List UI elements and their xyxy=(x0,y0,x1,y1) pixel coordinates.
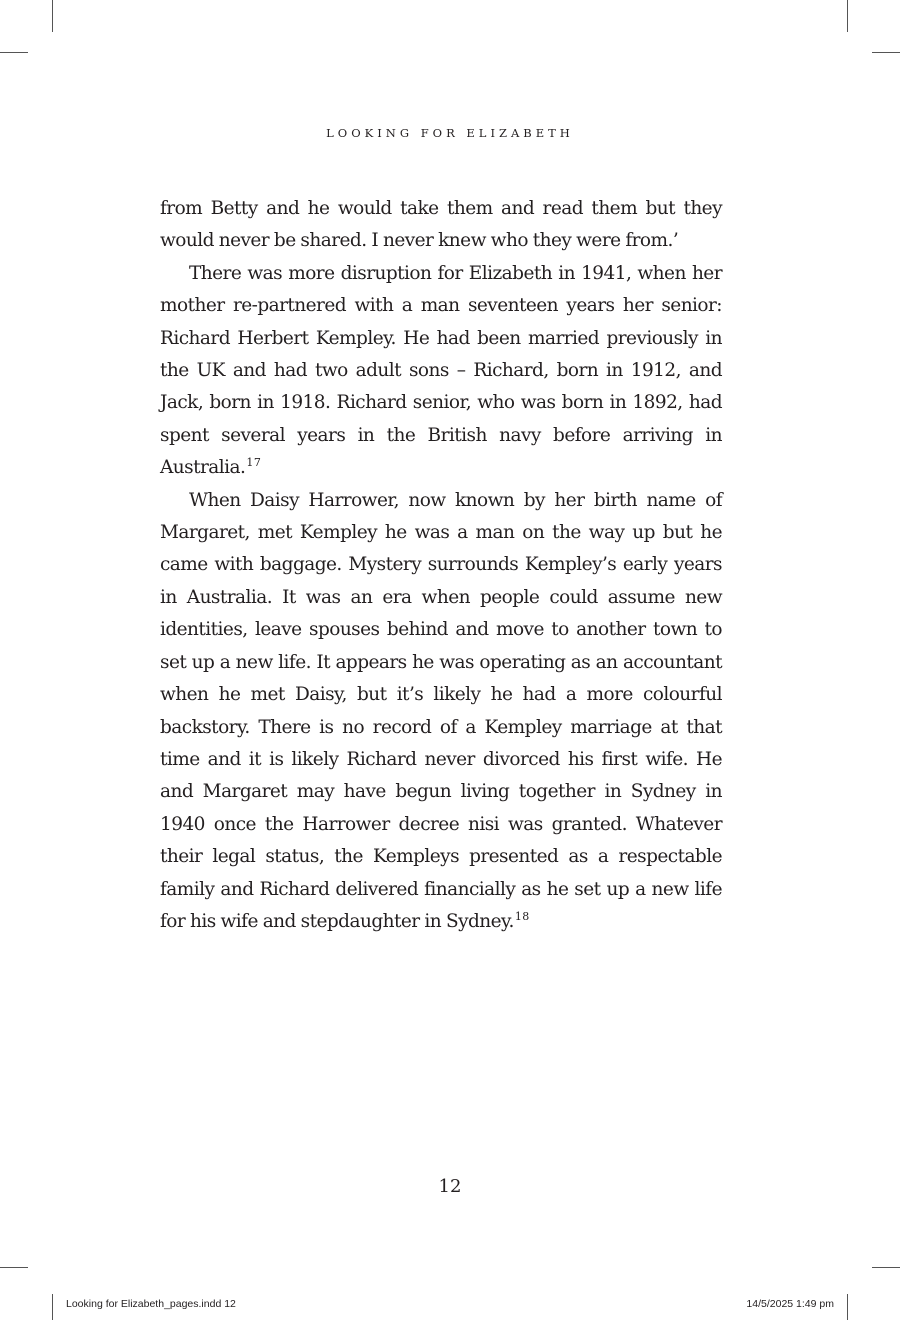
paragraph-2 xyxy=(160,258,722,485)
footnote-ref-17: 17 xyxy=(246,456,262,470)
paragraph-3 xyxy=(160,485,722,939)
crop-mark-right-bottom xyxy=(872,1267,900,1268)
slug-timestamp: 14/5/2025 1:49 pm xyxy=(746,1298,834,1310)
crop-mark-bottom-right xyxy=(847,1294,848,1320)
slug-filename: Looking for Elizabeth_pages.indd 12 xyxy=(66,1298,236,1310)
footnote-ref-18: 18 xyxy=(514,909,530,923)
page-number: 12 xyxy=(438,1176,462,1197)
running-head: LOOKING FOR ELIZABETH xyxy=(326,126,574,140)
crop-mark-top-right xyxy=(847,0,848,32)
crop-mark-left-top xyxy=(0,52,28,53)
crop-mark-right-top xyxy=(872,52,900,53)
crop-mark-bottom-left xyxy=(52,1294,53,1320)
crop-mark-left-bottom xyxy=(0,1267,28,1268)
crop-mark-top-left xyxy=(52,0,53,32)
paragraph-1-text: from Betty and he would take them and read them but they would never be shared. I never knew who they were from.’ xyxy=(160,198,722,252)
paragraph-1 xyxy=(160,193,722,258)
body-text xyxy=(160,193,722,938)
paragraph-2-text: There was more disruption for Elizabeth in 1941, when her mother re-partnered with a man seventeen years her senior: Richard Herbert Kempley. He had been married previously in the UK and had two adult sons – Richard, born in 1912, and Jack, born in 1918. Richard senior, who was born in 1892, had spent several years in the British navy before arriving in Australia. xyxy=(160,262,722,479)
paragraph-3-text: When Daisy Harrower, now known by her birth name of Margaret, met Kempley he was a man on the way up but he came with baggage. Mystery surrounds Kempley’s early years in Australia. It was an era when people could assume new identities, leave spouses behind and move to another town to set up a new life. It appears he was operating as an accountant when he met Daisy, but it’s likely he had a more colourful backstory. There is no record of a Kempley marriage at that time and it is likely Richard never divorced his first wife. He and Margaret may have begun living together in Sydney in 1940 once the Harrower decree nisi was granted. Whatever their legal status, the Kempleys presented as a respectable family and Richard delivered financially as he set up a new life for his wife and stepdaughter in Sydney. xyxy=(160,489,722,932)
